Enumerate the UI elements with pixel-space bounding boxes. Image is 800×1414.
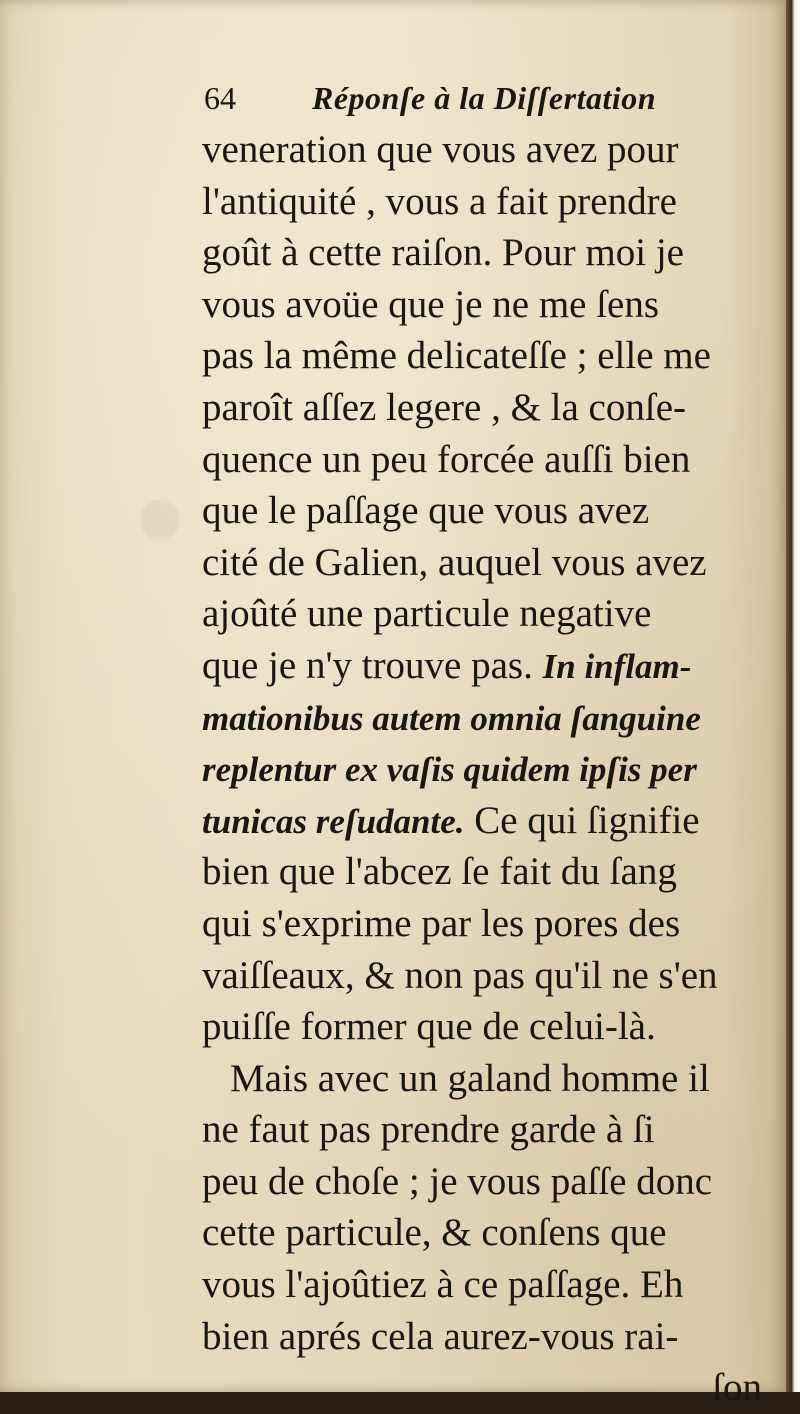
text-segment: ne faut pas prendre garde à ſi xyxy=(202,1108,655,1152)
paper-stain xyxy=(140,500,180,540)
text-line xyxy=(202,795,788,847)
text-segment: l'antiquité , vous a fait prendre xyxy=(202,179,677,223)
text-line xyxy=(202,485,788,537)
text-segment: qui s'exprime par les pores des xyxy=(202,901,681,945)
running-title: Réponſe à la Diſſertation xyxy=(312,80,657,116)
text-line xyxy=(202,1001,788,1053)
text-line xyxy=(202,1156,788,1208)
latin-quote-segment: mationibus autem omnia ſanguine xyxy=(202,698,701,738)
text-line xyxy=(202,692,788,744)
page-number: 64 xyxy=(204,80,236,116)
text-segment: bien que l'abcez ſe fait du ſang xyxy=(202,850,677,894)
text-line xyxy=(202,227,788,279)
text-segment: bien aprés cela aurez-vous rai- xyxy=(202,1314,679,1358)
text-segment: Ce qui ſignifie xyxy=(464,798,700,842)
text-line xyxy=(202,279,788,331)
text-segment: vous l'ajoûtiez à ce paſſage. Eh xyxy=(202,1263,684,1307)
text-line xyxy=(202,846,788,898)
text-line xyxy=(202,124,788,176)
text-segment: goût à cette raiſon. Pour moi je xyxy=(202,231,684,275)
text-line xyxy=(202,1053,788,1105)
latin-quote-segment: replentur ex vaſis quidem ipſis per xyxy=(202,750,697,790)
text-segment: quence un peu forcée auſſi bien xyxy=(202,437,691,481)
text-line xyxy=(202,1362,788,1414)
text-line xyxy=(202,434,788,486)
text-segment: veneration que vous avez pour xyxy=(202,128,679,171)
page-header xyxy=(204,76,734,120)
latin-quote-segment: In inflam- xyxy=(542,646,692,686)
text-line xyxy=(202,176,788,228)
text-line xyxy=(202,1311,788,1363)
text-line xyxy=(202,1207,788,1259)
text-line xyxy=(202,950,788,1002)
text-segment: peu de choſe ; je vous paſſe donc xyxy=(202,1159,713,1203)
page-edge xyxy=(786,0,800,1392)
text-segment: puiſſe former que de celui-là. xyxy=(202,1005,656,1049)
text-line xyxy=(202,1259,788,1311)
text-line xyxy=(202,330,788,382)
text-line xyxy=(202,898,788,950)
body-text xyxy=(202,124,788,1414)
text-segment: vaiſſeaux, & non pas qu'il ne s'en xyxy=(202,953,718,997)
text-segment: que le paſſage que vous avez xyxy=(202,489,650,533)
text-line xyxy=(202,382,788,434)
text-segment: cette particule, & conſens que xyxy=(202,1211,667,1255)
text-segment: vous avoüe que je ne me ſens xyxy=(202,282,660,326)
text-segment: ſon xyxy=(712,1366,762,1410)
latin-quote-segment: tunicas reſudante. xyxy=(202,801,465,841)
text-line xyxy=(202,537,788,589)
text-line xyxy=(202,640,788,692)
text-line xyxy=(202,743,788,795)
text-segment: pas la même delicateſſe ; elle me xyxy=(202,334,711,378)
text-segment: cité de Galien, auquel vous avez xyxy=(202,540,707,584)
text-segment: Mais avec un galand homme il xyxy=(230,1056,710,1100)
text-line xyxy=(202,588,788,640)
text-segment: paroît aſſez legere , & la conſe- xyxy=(202,385,686,429)
text-line xyxy=(202,1104,788,1156)
text-segment: ajoûté une particule negative xyxy=(202,592,652,636)
text-segment: que je n'y trouve pas. xyxy=(202,643,543,687)
